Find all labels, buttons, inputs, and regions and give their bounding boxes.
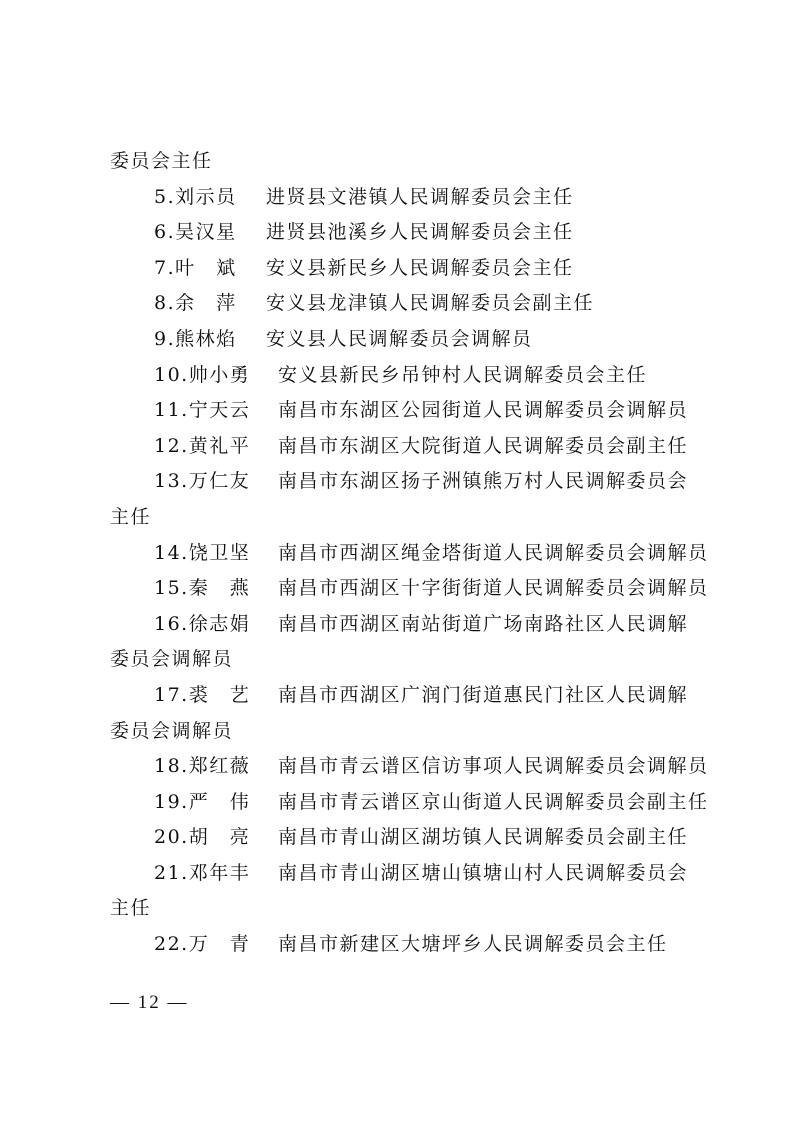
list-item xyxy=(110,678,710,714)
entry-name: 8.余 萍 xyxy=(154,292,237,315)
entry-name: 17.裘 艺 xyxy=(154,683,251,706)
list-item xyxy=(110,571,710,607)
entry-position: 南昌市青山湖区湖坊镇人民调解委员会副主任 xyxy=(278,826,689,849)
continuation-text: 委员会调解员 xyxy=(110,648,234,671)
entry-position: 安义县新民乡吊钟村人民调解委员会主任 xyxy=(278,363,648,386)
continuation-line xyxy=(110,642,710,678)
entry-name: 9.熊林焰 xyxy=(154,327,237,350)
entry-name: 11.宁天云 xyxy=(154,399,251,422)
entry-name: 7.叶 斌 xyxy=(154,256,237,279)
entry-position: 进贤县池溪乡人民调解委员会主任 xyxy=(266,221,574,244)
continuation-text: 主任 xyxy=(110,897,152,920)
list-item xyxy=(110,322,710,358)
entry-position: 南昌市西湖区广润门街道惠民门社区人民调解 xyxy=(278,683,689,706)
entry-name: 18.郑红薇 xyxy=(154,755,251,778)
list-item xyxy=(110,429,710,465)
entry-position: 南昌市东湖区大院街道人民调解委员会副主任 xyxy=(278,434,689,457)
entry-position: 南昌市新建区大塘坪乡人民调解委员会主任 xyxy=(278,933,668,956)
list-item xyxy=(110,820,710,856)
list-item xyxy=(110,215,710,251)
continuation-line xyxy=(110,144,710,180)
list-item xyxy=(110,785,710,821)
entry-name: 12.黄礼平 xyxy=(154,434,251,457)
list-item xyxy=(110,251,710,287)
continuation-text: 主任 xyxy=(110,505,152,528)
continuation-line xyxy=(110,891,710,927)
entry-position: 南昌市西湖区绳金塔街道人民调解委员会调解员 xyxy=(278,541,709,564)
continuation-line xyxy=(110,500,710,536)
entry-position: 南昌市青云谱区信访事项人民调解委员会调解员 xyxy=(278,755,709,778)
list-item xyxy=(110,358,710,394)
entry-position: 安义县新民乡人民调解委员会主任 xyxy=(266,256,574,279)
entry-name: 14.饶卫坚 xyxy=(154,541,251,564)
list-item xyxy=(110,856,710,892)
entry-name: 21.邓年丰 xyxy=(154,861,251,884)
continuation-line xyxy=(110,714,710,750)
list-item xyxy=(110,393,710,429)
entry-name: 15.秦 燕 xyxy=(154,577,251,600)
entry-position: 南昌市青云谱区京山街道人民调解委员会副主任 xyxy=(278,790,709,813)
entry-name: 22.万 青 xyxy=(154,933,251,956)
list-item xyxy=(110,464,710,500)
page-number: — 12 — xyxy=(110,992,189,1013)
continuation-text: 委员会主任 xyxy=(110,150,213,172)
entry-name: 6.吴汉星 xyxy=(154,221,237,244)
entry-name: 19.严 伟 xyxy=(154,790,251,813)
name-list xyxy=(110,144,710,963)
entry-position: 南昌市青山湖区塘山镇塘山村人民调解委员会 xyxy=(278,861,689,884)
entry-name: 16.徐志娟 xyxy=(154,612,251,635)
entry-name: 10.帅小勇 xyxy=(154,363,251,386)
entry-position: 南昌市东湖区公园街道人民调解委员会调解员 xyxy=(278,399,689,422)
entry-position: 南昌市东湖区扬子洲镇熊万村人民调解委员会 xyxy=(278,470,689,493)
entry-name: 5.刘示员 xyxy=(154,185,237,208)
list-item xyxy=(110,536,710,572)
entry-name: 20.胡 亮 xyxy=(154,826,251,849)
list-item xyxy=(110,749,710,785)
list-item xyxy=(110,180,710,216)
list-item xyxy=(110,927,710,963)
continuation-text: 委员会调解员 xyxy=(110,719,234,742)
list-item xyxy=(110,607,710,643)
entry-position: 南昌市西湖区十字街街道人民调解委员会调解员 xyxy=(278,577,709,600)
list-item xyxy=(110,286,710,322)
entry-position: 进贤县文港镇人民调解委员会主任 xyxy=(266,185,574,208)
entry-name: 13.万仁友 xyxy=(154,470,251,493)
entry-position: 安义县人民调解委员会调解员 xyxy=(266,327,533,350)
entry-position: 安义县龙津镇人民调解委员会副主任 xyxy=(266,292,595,315)
entry-position: 南昌市西湖区南站街道广场南路社区人民调解 xyxy=(278,612,689,635)
